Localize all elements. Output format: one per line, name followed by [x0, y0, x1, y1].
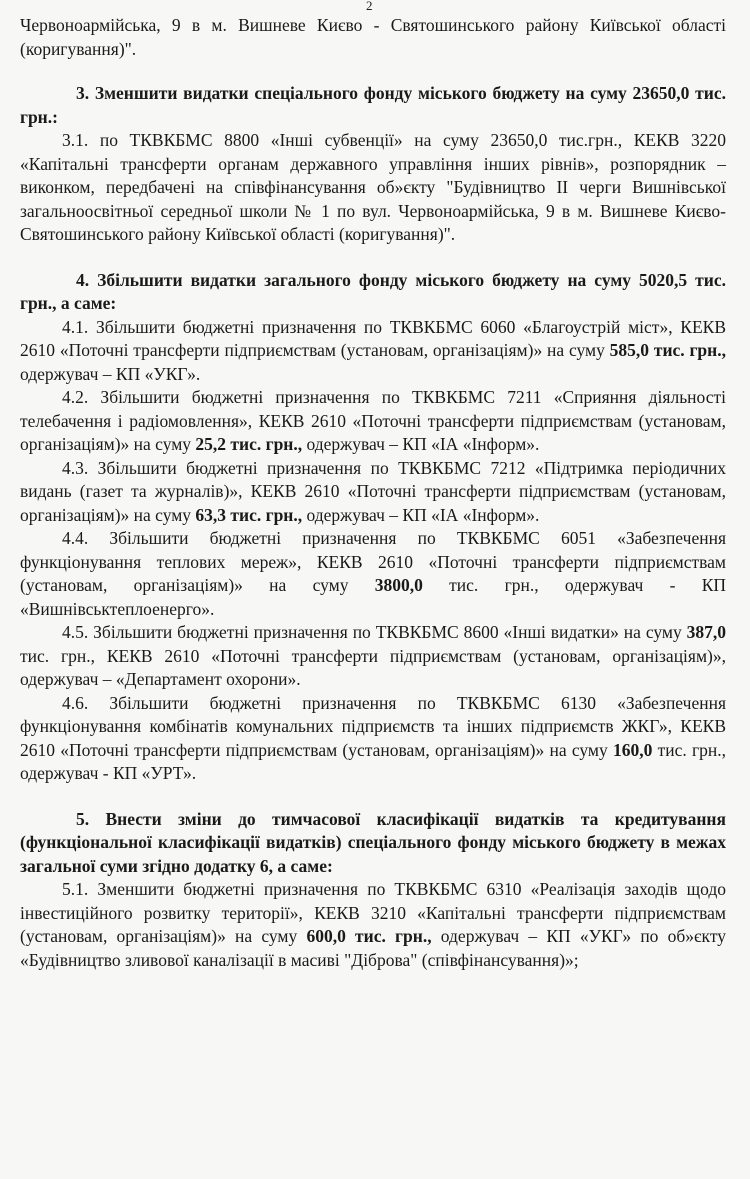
item-4-1: 4.1. Збільшити бюджетні призначення по ТКВКБМС 6060 «Благоустрій міст», КЕКВ 2610 «Поточні трансферти підприємствам (установам, організаціям)» на суму 585,0 тис. грн., одержувач – КП «УКГ». — [20, 316, 726, 384]
amount-4-1: 585,0 тис. грн., — [609, 340, 726, 360]
amount-4-5: 387,0 — [686, 622, 726, 642]
item-5-1: 5.1. Зменшити бюджетні призначення по ТКВКБМС 6310 «Реалізація заходів щодо інвестиційного розвитку території», КЕКВ 3210 «Капітальні трансферти підприємствам (установам, організаціям)» на суму 600,0 тис. грн., одержувач – КП «УКГ» по об»єкту «Будівництво зливової каналізації в масиві "Діброва" (співфінансування)»; — [20, 879, 726, 970]
page-number: 2 — [366, 0, 373, 13]
amount-4-3: 63,3 тис. грн., — [195, 504, 303, 525]
item-4-4: 4.4. Збільшити бюджетні призначення по ТКВКБМС 6051 «Забезпечення функціонування теплових мереж», КЕКВ 2610 «Поточні трансферти підприємствам (установам, організаціям)» на суму 3800,0 тис. грн., одержувач - КП «Вишнівськтеплоенерго». — [20, 528, 726, 619]
amount-5-1: 600,0 тис. грн., — [306, 926, 432, 946]
item-4-3: 4.3. Збільшити бюджетні призначення по ТКВКБМС 7212 «Підтримка періодичних видань (газет та журналів)», КЕКВ 2610 «Поточні трансферти підприємствам (установам, організаціям)» на суму 63,3 тис. грн., одержувач – КП «ІА «Інформ». — [20, 457, 726, 525]
section-3-heading: 3. Зменшити видатки спеціального фонду міського бюджету на суму 23650,0 тис. грн.: — [20, 83, 726, 127]
item-4-5: 4.5. Збільшити бюджетні призначення по ТКВКБМС 8600 «Інші видатки» на суму 387,0 тис. грн., КЕКВ 2610 «Поточні трансферти підприємствам (установам, організаціям)», одержувач – «Департамент охорони». — [20, 622, 726, 689]
item-3-1: 3.1. по ТКВКБМС 8800 «Інші субвенції» на суму 23650,0 тис.грн., КЕКВ 3220 «Капітальні трансферти органам державного управління інших рівнів», розпорядник – виконком, передбачені на співфінансування об»єкту "Будівництво ІІ черги Вишнівської загальноосвітньої середньої школи № 1 по вул. Червоноармійська, 9 в м. Вишневе Києво-Святошинського району Київської області (коригування)". — [20, 130, 726, 244]
section-4-heading: 4. Збільшити видатки загального фонду міського бюджету на суму 5020,5 тис. грн., а саме: — [20, 269, 726, 313]
amount-4-4: 3800,0 — [374, 575, 423, 595]
document-body — [20, 14, 726, 972]
paragraph-top: Червоноармійська, 9 в м. Вишневе Києво - Святошинського району Київської області (коригування)". — [20, 15, 726, 59]
item-4-6: 4.6. Збільшити бюджетні призначення по ТКВКБМС 6130 «Забезпечення функціонування комбінатів комунальних підприємств та інших підприємств ЖКГ», КЕКВ 2610 «Поточні трансферти підприємствам (установам, організаціям)» на суму 160,0 тис. грн., одержувач - КП «УРТ». — [20, 692, 726, 783]
amount-4-6: 160,0 — [612, 739, 653, 760]
item-4-2: 4.2. Збільшити бюджетні призначення по ТКВКБМС 7211 «Сприяння діяльності телебачення і радіомовлення», КЕКВ 2610 «Поточні трансферти підприємствам (установам, організаціям)» на суму 25,2 тис. грн., одержувач – КП «ІА «Інформ». — [20, 387, 726, 454]
amount-4-2: 25,2 тис. грн., — [195, 434, 303, 454]
section-5-heading: 5. Внести зміни до тимчасової класифікації видатків та кредитування (функціональної класифікації видатків) спеціального фонду міського бюджету в межах загальної суми згідно додатку 6, а саме: — [20, 808, 726, 876]
